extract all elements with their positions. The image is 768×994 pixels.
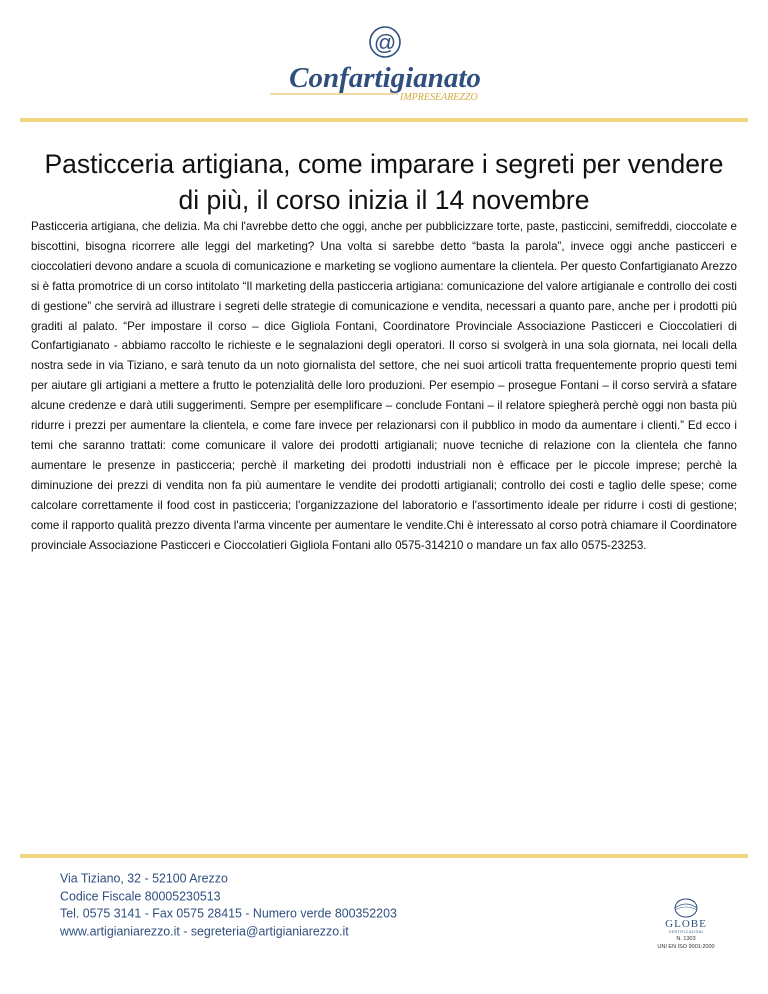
logo-wordmark: Confartigianato (289, 62, 481, 94)
footer-phone: Tel. 0575 3141 - Fax 0575 28415 - Numero verde 800352203 (60, 906, 397, 921)
article-title: Pasticceria artigiana, come imparare i segreti per vendere di più, il corso inizia il 14 novembre (44, 149, 724, 215)
article-body: Pasticceria artigiana, che delizia. Ma chi l'avrebbe detto che oggi, anche per pubblicizzare torte, paste, pasticcini, semifreddi, cioccolate e biscottini, bisogna ricorrere alle leggi del marketing? Una volta si sarebbe detto “basta la parola”, invece oggi anche pasticceri e cioccolatieri devono andare a scuola di comunicazione e marketing se vogliono aumentare la clientela. Per questo Confartigianato Arezzo si è fatta promotrice di un corso intitolato “Il marketing della pasticceria artigiana: comunicazione del valore artigianale e controllo dei costi di gestione” che servirà ad illustrare i segreti delle strategie di comunicazione e vendita, necessari a quanto pare, anche per i prodotti più graditi al palato. “Per impostare il corso – dice Gigliola Fontani, Coordinatore Provinciale Associazione Pasticceri e Cioccolatieri di Confartigianato - abbiamo raccolto le richieste e le segnalazioni degli operatori. Il corso si svolgerà in una sola giornata, nei locali della nostra sede in via Tiziano, e sarà tenuto da un noto giornalista del settore, che nei suoi articoli tratta frequentemente proprio questi temi per aiutare gli artigiani a mettere a frutto le potenzialità delle loro produzioni. Per esempio – prosegue Fontani – il corso servirà a sfatare alcune credenze e darà utili suggerimenti. Sempre per esemplificare – conclude Fontani – il relatore spiegherà perchè oggi non basta più ridurre i prezzi per aumentare la clientela, e come fare invece per relazionarsi con il pubblico in modo da aumentare i clienti.” Ed ecco i temi che saranno trattati: come comunicare il valore dei prodotti artigianali; nuove tecniche di relazione con la clientela che fanno aumentare le presenze in pasticceria; perchè il marketing dei prodotti industriali non è efficace per le piccole imprese; perchè la diminuzione dei prezzi di vendita non fa più aumentare le vendite dei prodotti artigianali; controllo dei costi e taglio delle spese; come calcolare correttamente il food cost in pasticceria; l'organizzazione del laboratorio e l'assortimento ideale per ridurre i costi di gestione; come il rapporto qualità prezzo diventa l'arma vincente per aumentare le vendite.Chi è interessato al corso potrà chiamare il Coordinatore provinciale Associazione Pasticceri e Cioccolatieri Gigliola Fontani allo 0575-314210 o mandare un fax allo 0575-23253. (31, 220, 737, 552)
globe-certification (640, 896, 732, 976)
footer-contacts (60, 870, 480, 940)
certification-number: N. 1303 (676, 936, 696, 942)
page-header (0, 0, 768, 125)
globe-icon (671, 896, 701, 918)
globe-subtitle: CERTIFICAZIONI (668, 930, 704, 934)
confartigianato-logo-graphic (260, 20, 510, 110)
footer-address: Via Tiziano, 32 - 52100 Arezzo (60, 871, 228, 886)
footer-web: www.artigianiarezzo.it - segreteria@artigianiarezzo.it (60, 923, 349, 939)
footer-divider (20, 854, 748, 858)
header-divider (20, 118, 748, 122)
footer-fiscal-code: Codice Fiscale 80005230513 (60, 888, 221, 904)
confartigianato-logo (260, 20, 510, 110)
logo-at-symbol: @ (373, 30, 397, 55)
globe-name: GLOBE (665, 918, 707, 930)
certification-standard: UNI EN ISO 9001:2000 (657, 944, 715, 950)
logo-subtitle: IMPRESEAREZZO (400, 92, 478, 103)
